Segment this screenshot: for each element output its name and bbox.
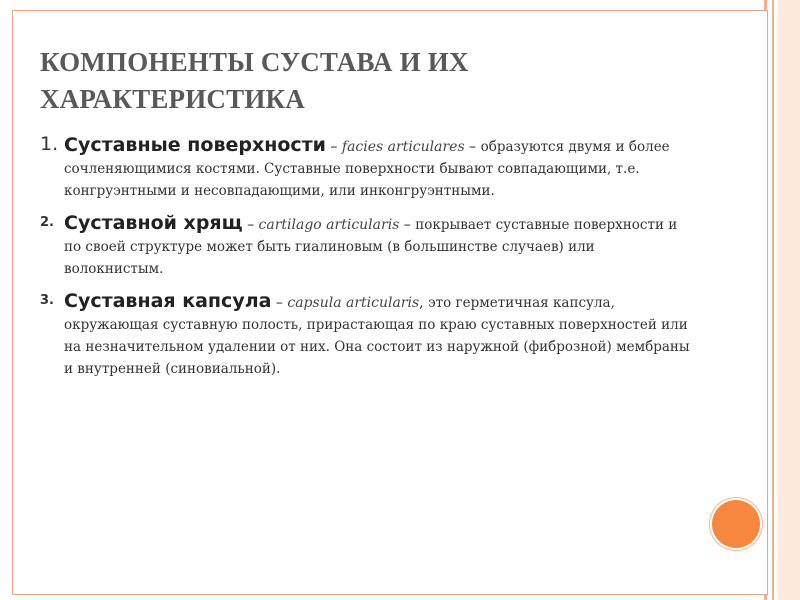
item-dash: –	[399, 217, 416, 233]
list-item	[40, 290, 690, 380]
item-number: 3.	[40, 293, 54, 308]
list-item	[40, 212, 690, 280]
item-description: покрывает суставные поверхности и по своей структуре может быть гиалиновым (в большинстве случаев) или волокнистым.	[64, 217, 678, 277]
item-latin-term: cartilago articularis	[258, 217, 400, 233]
decor-stripe	[772, 0, 774, 600]
item-term: Суставная капсула	[64, 290, 272, 312]
decor-side-band	[778, 0, 800, 600]
content-list	[40, 134, 690, 390]
item-dash: ,	[419, 295, 429, 311]
item-body	[64, 212, 690, 280]
item-latin-term: capsula articularis	[287, 295, 420, 311]
item-dash: –	[242, 217, 259, 233]
slide-title: КОМПОНЕНТЫ СУСТАВА И ИХ ХАРАКТЕРИСТИКА	[40, 47, 469, 114]
item-dash: –	[325, 139, 342, 155]
item-description: образуются двумя и более сочленяющимися костями. Суставные поверхности бывают совпадающими, т.е. конгруэнтными и несовпадающими, или инконгруэнтными.	[64, 139, 670, 199]
item-body	[64, 290, 690, 380]
item-latin-term: facies articulares	[341, 139, 465, 155]
list-item	[40, 134, 690, 202]
item-term: Суставной хрящ	[64, 212, 243, 234]
item-dash: –	[464, 139, 481, 155]
accent-circle	[712, 500, 760, 548]
item-number: 1.	[40, 133, 59, 155]
item-body	[64, 134, 690, 202]
item-term: Суставные поверхности	[64, 134, 326, 156]
item-description: это герметичная капсула, окружающая суставную полость, прирастающая по краю суставных поверхностей или на незначительном удалении от них. Она состоит из наружной (фиброзной) мембраны и внутренней (синовиальной).	[64, 295, 690, 377]
item-number: 2.	[40, 215, 54, 230]
item-dash: –	[271, 295, 288, 311]
